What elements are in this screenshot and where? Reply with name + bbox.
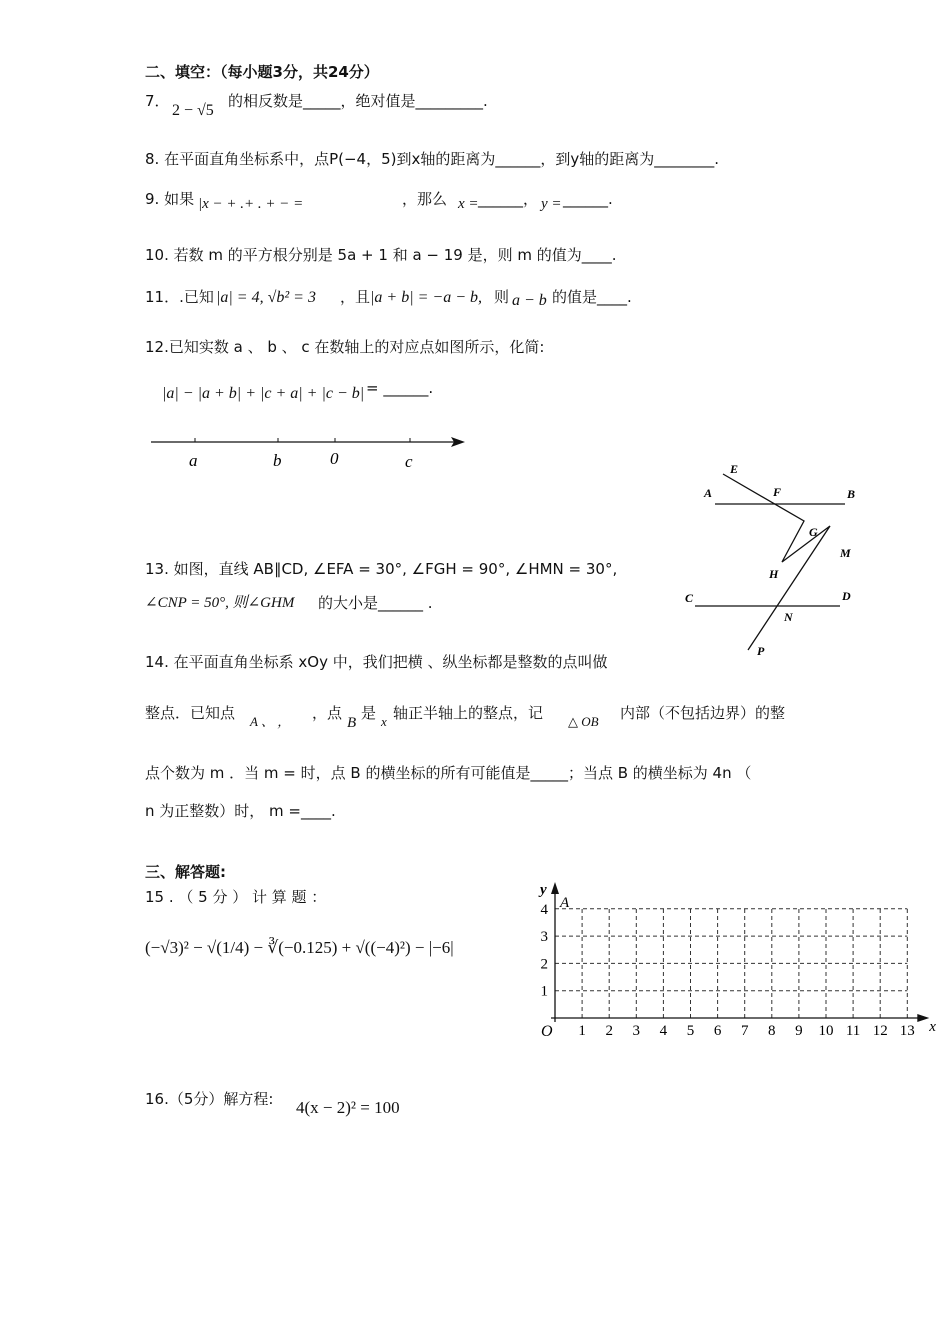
- q9-prefix: 9. 如果: [145, 190, 195, 208]
- q14-line-2h: △ OB: [568, 714, 599, 729]
- q14-line-2a: 整点．已知点: [145, 704, 236, 722]
- label-b: b: [273, 451, 282, 470]
- q11-prefix: 11．.已知: [145, 288, 214, 306]
- q15-label: 15 . （ 5 分 ） 计 算 题 ：: [145, 888, 327, 906]
- q9-x-blank: ______，: [478, 190, 539, 208]
- y-tick-4: 4: [540, 901, 548, 918]
- q11-then: 则: [494, 288, 510, 306]
- q14-line-2i: 内部（不包括边界）的整: [620, 704, 786, 722]
- line-efghmnp: [723, 474, 830, 650]
- label-d: D: [842, 589, 851, 603]
- x-axis-arrow: [917, 1014, 929, 1022]
- x-tick-10: 10: [818, 1023, 834, 1039]
- x-tick-5: 5: [686, 1023, 695, 1039]
- x-tick-7: 7: [740, 1023, 749, 1039]
- x-tick-1: 1: [578, 1023, 586, 1039]
- y-tick-2: 2: [540, 956, 548, 973]
- q11-expression-2: |a + b| = −a − b,: [370, 289, 482, 306]
- q9-mid: ，那么: [402, 190, 448, 208]
- x-tick-11: 11: [845, 1023, 861, 1039]
- y-tick-3: 3: [540, 929, 548, 946]
- q12-answer: = ______.: [366, 379, 434, 397]
- label-f: F: [773, 485, 782, 499]
- q9-x-label: x =: [458, 196, 479, 212]
- q16-label: 16.（5分）解方程:: [145, 1090, 274, 1108]
- coordinate-grid: [530, 880, 945, 1040]
- q7-number: 7．: [145, 92, 170, 110]
- q14-line-2c: ，点: [312, 704, 343, 722]
- q14-line-2b: A 、 ，: [250, 714, 291, 729]
- q8-text: 8. 在平面直角坐标系中，点P(−4，5)到x轴的距离为______，到y轴的距离为________.: [145, 150, 720, 168]
- q11-mid: ，且: [340, 288, 371, 306]
- label-g: G: [809, 525, 818, 539]
- q9-expression: |x − + .+ . + − =: [198, 196, 304, 212]
- x-tick-6: 6: [713, 1023, 722, 1039]
- q13-line-2-text: 的大小是______ .: [318, 594, 433, 612]
- origin-label: O: [541, 1023, 553, 1040]
- label-m: M: [840, 546, 851, 560]
- x-tick-13: 13: [899, 1023, 915, 1039]
- label-a-point: A: [704, 486, 713, 500]
- q14-line-2f: x: [381, 714, 387, 729]
- q14-line-2d: B: [347, 715, 357, 731]
- q9-y-label: y =: [541, 196, 562, 212]
- q14-line-2g: 轴正半轴上的整点，记: [393, 704, 544, 722]
- y-axis-arrow: [551, 882, 559, 894]
- x-tick-3: 3: [632, 1023, 641, 1039]
- q16-expression: 4(x − 2)² = 100: [296, 1098, 400, 1117]
- q10-text: 10. 若数 m 的平方根分别是 5a + 1 和 a − 19 是，则 m 的值为____.: [145, 246, 617, 264]
- x-tick-4: 4: [659, 1023, 668, 1039]
- x-axis-label: x: [929, 1019, 936, 1035]
- label-p: P: [757, 644, 765, 658]
- q7-text: 的相反数是_____，绝对值是_________.: [228, 92, 488, 110]
- label-b-point: B: [847, 487, 856, 501]
- label-c: c: [405, 452, 413, 471]
- y-tick-1: 1: [540, 983, 548, 1000]
- q9-y-blank: ______.: [563, 190, 613, 208]
- q11-expression-1: |a| = 4, √b² = 3: [216, 289, 316, 306]
- y-axis-label: y: [540, 882, 547, 898]
- q14-line-3: 点个数为 m ．当 m = 时，点 B 的横坐标的所有可能值是_____；当点 B 的横坐标为 4n （: [145, 764, 752, 782]
- x-tick-8: 8: [768, 1023, 776, 1039]
- q14-line-4: n 为正整数）时， m =____.: [145, 802, 336, 820]
- q13-line-1: 13. 如图，直线 AB∥CD, ∠EFA = 30°, ∠FGH = 90°, ∠HMN = 30°,: [145, 560, 618, 578]
- q14-line-2e: 是: [361, 704, 377, 722]
- label-0: 0: [330, 449, 339, 468]
- section-2-heading: 二、填空：（每小题3分，共24分）: [145, 63, 379, 81]
- q11-suffix: 的值是____.: [552, 288, 632, 306]
- label-n: N: [784, 610, 793, 624]
- x-tick-12: 12: [872, 1023, 888, 1039]
- label-h: H: [769, 567, 779, 581]
- q13-line-2-expression: ∠CNP = 50°, 则∠GHM: [145, 595, 295, 611]
- x-tick-9: 9: [795, 1023, 803, 1039]
- geometry-figure: [680, 455, 870, 665]
- label-c-point: C: [685, 591, 694, 605]
- q11-expression-3: a − b: [512, 292, 547, 309]
- number-line: [145, 428, 475, 478]
- q14-line-1: 14. 在平面直角坐标系 xOy 中，我们把横 、纵坐标都是整数的点叫做: [145, 653, 608, 671]
- q12-expression: |a| − |a + b| + |c + a| + |c − b|: [162, 385, 365, 402]
- label-e: E: [730, 462, 739, 476]
- q12-text: 12.已知实数 a 、 b 、 c 在数轴上的对应点如图所示，化简:: [145, 338, 545, 356]
- q7-expression: 2 − √5: [172, 102, 214, 119]
- label-a: a: [189, 451, 198, 470]
- q15-expression: (−√3)² − √(1/4) − ∛(−0.125) + √((−4)²) − |−6|: [145, 938, 454, 957]
- section-3-heading: 三、解答题:: [145, 863, 226, 881]
- point-a-label: A: [560, 894, 570, 911]
- x-tick-2: 2: [605, 1023, 613, 1039]
